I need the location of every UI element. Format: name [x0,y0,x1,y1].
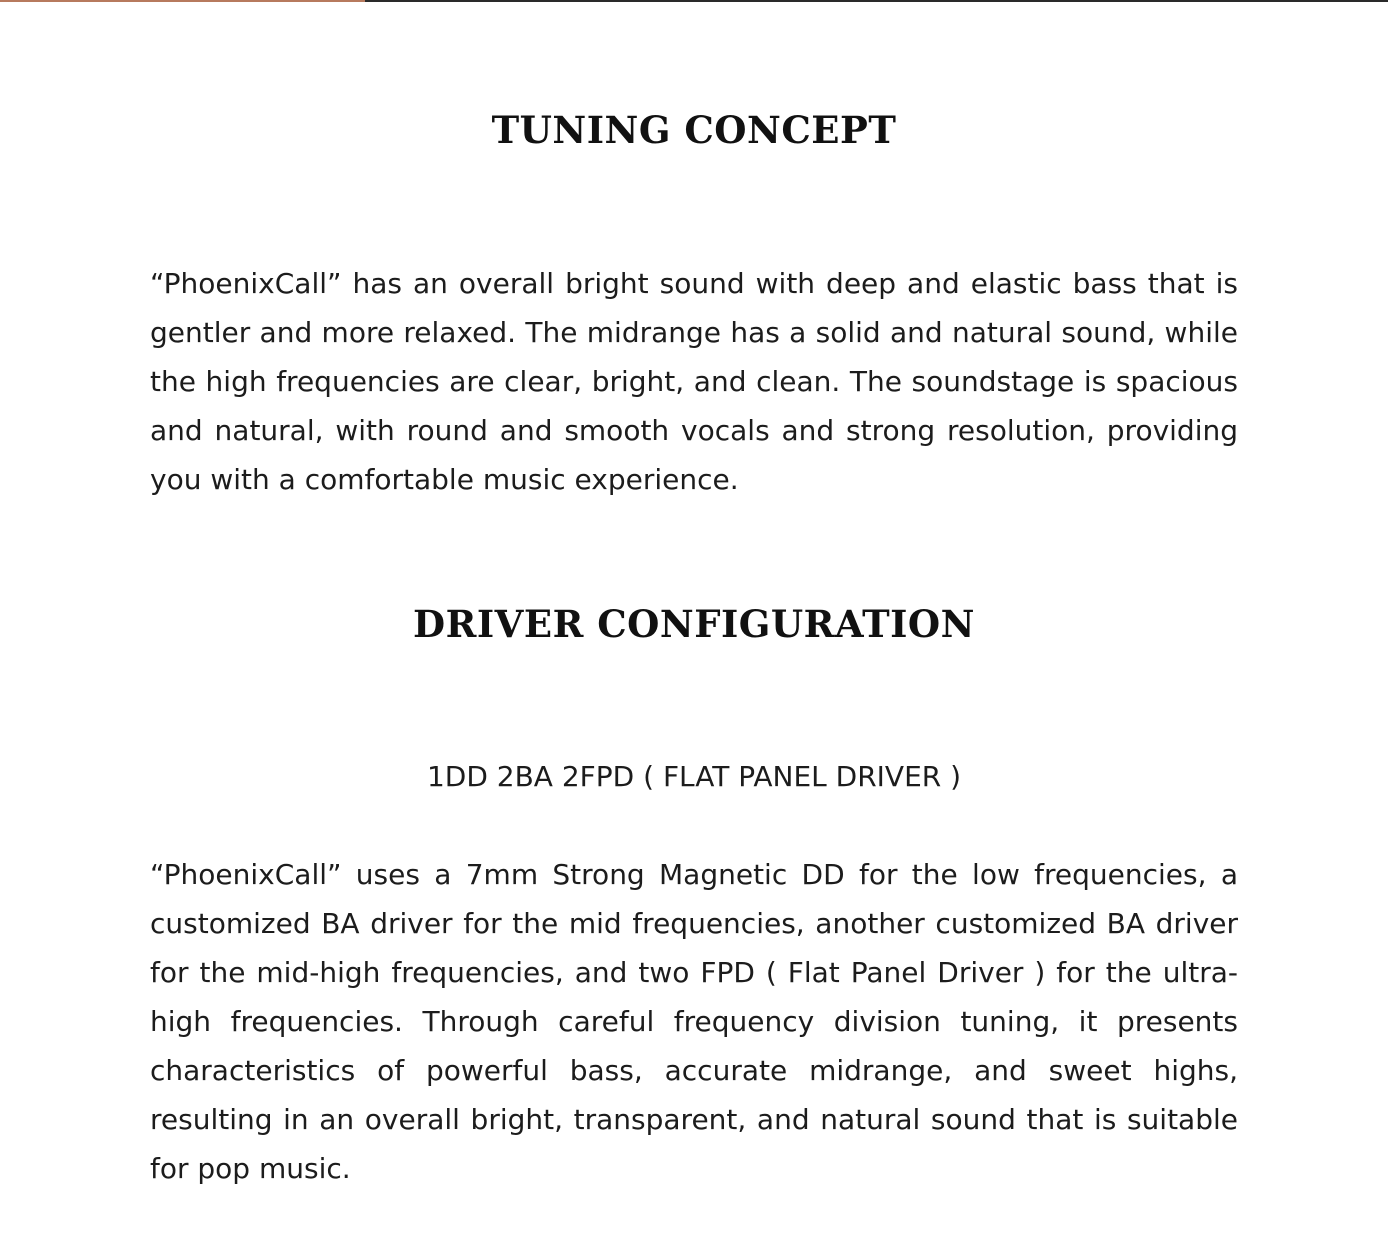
driver-configuration-heading: DRIVER CONFIGURATION [413,602,975,646]
driver-configuration-text: “PhoenixCall” uses a 7mm Strong Magnetic DD for the low frequencies, a customized BA driver for the mid frequencies, another customized BA driver for the mid-high frequencies, and two FPD ( Flat Panel Driver ) for the ultra-high frequencies. Through careful frequency division tuning, it presents characteristics of powerful bass, accurate midrange, and sweet highs, resulting in an overall bright, transparent, and natural sound that is suitable for pop music. [150,858,1238,1185]
tuning-concept-text: “PhoenixCall” has an overall bright sound with deep and elastic bass that is gentler and more relaxed. The midrange has a solid and natural sound, while the high frequencies are clear, bright, and clean. The soundstage is spacious and natural, with round and smooth vocals and strong resolution, providing you with a comfortable music experience. [150,267,1238,496]
driver-configuration-summary: 1DD 2BA 2FPD ( FLAT PANEL DRIVER ) [426,760,962,793]
tuning-concept-heading: TUNING CONCEPT [491,108,897,152]
top-divider-accent [0,0,365,2]
